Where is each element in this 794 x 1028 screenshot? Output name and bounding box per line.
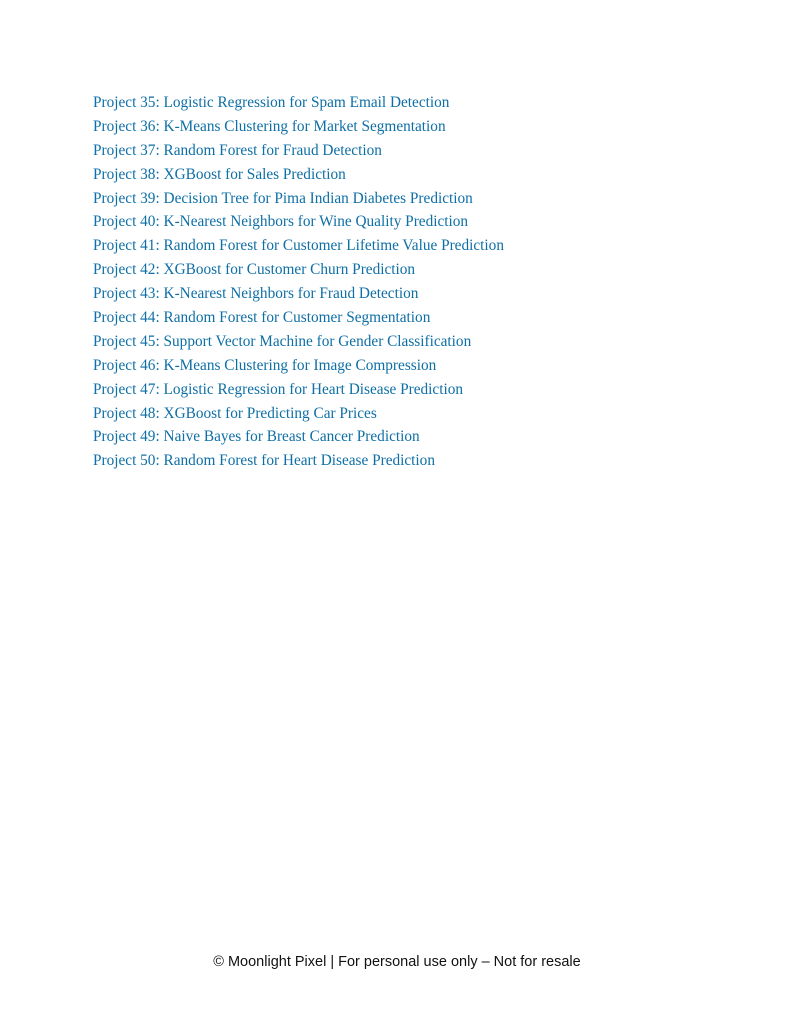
toc-link-project-49[interactable]: Project 49: Naive Bayes for Breast Cancer Prediction <box>93 428 420 446</box>
toc-link-project-38[interactable]: Project 38: XGBoost for Sales Prediction <box>93 165 346 183</box>
toc-entry <box>93 139 504 163</box>
toc-entry <box>93 115 504 139</box>
toc-link-project-41[interactable]: Project 41: Random Forest for Customer Lifetime Value Prediction <box>93 237 504 255</box>
toc-entry <box>93 378 504 402</box>
toc-entry <box>93 282 504 306</box>
toc-link-project-47[interactable]: Project 47: Logistic Regression for Heart Disease Prediction <box>93 380 464 398</box>
toc-link-project-48[interactable]: Project 48: XGBoost for Predicting Car Prices <box>93 404 377 422</box>
toc-entry <box>93 402 504 426</box>
toc-entry <box>93 306 504 330</box>
toc-link-project-44[interactable]: Project 44: Random Forest for Customer Segmentation <box>93 309 431 327</box>
toc-entry <box>93 163 504 187</box>
toc-link-project-43[interactable]: Project 43: K-Nearest Neighbors for Fraud Detection <box>93 285 419 303</box>
toc-entry <box>93 91 504 115</box>
toc-link-project-35[interactable]: Project 35: Logistic Regression for Spam Email Detection <box>93 94 450 111</box>
toc-link-project-45[interactable]: Project 45: Support Vector Machine for Gender Classification <box>93 332 472 350</box>
toc-entry <box>93 258 504 282</box>
footer-copyright: © Moonlight Pixel | For personal use only – Not for resale <box>213 954 581 970</box>
toc-link-project-40[interactable]: Project 40: K-Nearest Neighbors for Wine Quality Prediction <box>93 213 469 231</box>
table-of-contents <box>93 91 504 473</box>
toc-link-project-36[interactable]: Project 36: K-Means Clustering for Market Segmentation <box>93 117 446 135</box>
toc-entry <box>93 330 504 354</box>
toc-entry <box>93 187 504 211</box>
toc-entry <box>93 354 504 378</box>
toc-entry <box>93 449 504 473</box>
toc-link-project-42[interactable]: Project 42: XGBoost for Customer Churn Prediction <box>93 261 416 279</box>
toc-link-project-39[interactable]: Project 39: Decision Tree for Pima Indian Diabetes Prediction <box>93 189 473 207</box>
toc-entry <box>93 210 504 234</box>
toc-link-project-46[interactable]: Project 46: K-Means Clustering for Image Compression <box>93 356 437 374</box>
toc-link-project-37[interactable]: Project 37: Random Forest for Fraud Detection <box>93 141 382 159</box>
toc-entry <box>93 234 504 258</box>
toc-link-project-50[interactable]: Project 50: Random Forest for Heart Disease Prediction <box>93 452 435 470</box>
toc-entry <box>93 425 504 449</box>
